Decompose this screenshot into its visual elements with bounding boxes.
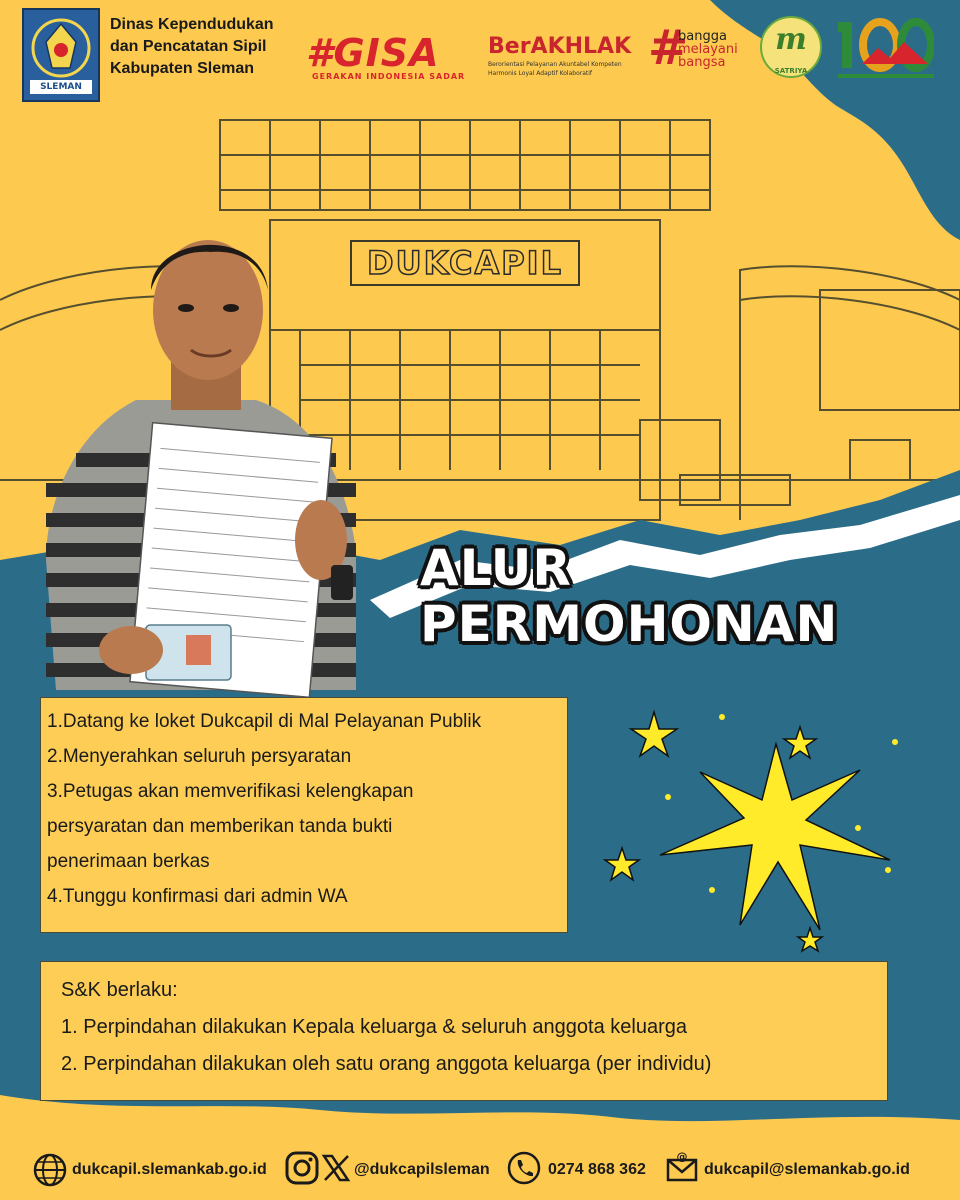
svg-text:@: @ <box>676 1150 688 1163</box>
x-icon <box>320 1152 352 1184</box>
step-line: 4.Tunggu konfirmasi dari admin WA <box>47 886 348 907</box>
sleman-emblem-logo <box>22 8 100 102</box>
phone-icon <box>506 1150 542 1186</box>
terms-heading: S&K berlaku: <box>61 979 178 1001</box>
berakhlak-line1: Berorientasi Pelayanan Akuntabel Kompeten <box>488 61 622 68</box>
step-line: 3.Petugas akan memverifikasi kelengkapan <box>47 781 414 802</box>
emblem-label: SLEMAN <box>30 80 92 94</box>
emblem-icon <box>24 12 98 82</box>
terms-item: 2. Perpindahan dilakukan oleh satu orang anggota keluarga (per individu) <box>61 1053 712 1075</box>
gisa-logo <box>306 31 476 81</box>
building-sign-text: DUKCAPIL <box>367 244 563 282</box>
satriya-logo <box>760 16 822 78</box>
bangga-line2: melayani <box>678 42 738 57</box>
step-line: 2.Menyerahkan seluruh persyaratan <box>47 746 352 767</box>
email-address: dukcapil@slemankab.go.id <box>704 1161 910 1178</box>
step-line: penerimaan berkas <box>47 851 210 872</box>
steps-box <box>40 697 568 933</box>
person-illustration <box>36 220 376 700</box>
organization-name <box>110 14 300 80</box>
terms-item: 1. Perpindahan dilakukan Kepala keluarga & seluruh anggota keluarga <box>61 1016 688 1038</box>
org-name-line1: Dinas Kependudukan <box>110 16 274 33</box>
satriya-label: SATRIYA <box>774 67 808 75</box>
satriya-emblem-icon: m <box>775 22 807 57</box>
title-line2: PERMOHONAN <box>420 595 839 653</box>
phone-number: 0274 868 362 <box>548 1161 646 1178</box>
instagram-icon <box>284 1150 320 1186</box>
step-line: 1.Datang ke loket Dukcapil di Mal Pelayanan Publik <box>47 711 482 732</box>
berakhlak-title: BerAKHLAK <box>488 34 632 59</box>
email-icon <box>664 1150 700 1186</box>
anniversary-logo <box>838 14 934 94</box>
hash-icon: # <box>648 20 689 76</box>
bangga-melayani-logo <box>648 20 758 76</box>
page-title <box>420 540 838 652</box>
berakhlak-line2: Harmonis Loyal Adaptif Kolaboratif <box>488 70 593 77</box>
building-sign <box>350 240 580 286</box>
globe-icon <box>32 1152 68 1188</box>
gisa-title: #GISA <box>306 31 440 75</box>
website-text: dukcapil.slemankab.go.id <box>72 1161 267 1178</box>
terms-box <box>40 961 888 1101</box>
anniversary-emblem-icon <box>838 14 934 84</box>
bangga-line1: bangga <box>678 29 727 44</box>
org-name-line3: Kabupaten Sleman <box>110 60 255 77</box>
social-handle: @dukcapilsleman <box>354 1161 490 1178</box>
step-line: persyaratan dan memberikan tanda bukti <box>47 816 393 837</box>
bangga-line3: bangsa <box>678 55 726 70</box>
gisa-subtitle: GERAKAN INDONESIA SADAR <box>312 72 466 81</box>
org-name-line2: dan Pencatatan Sipil <box>110 38 267 55</box>
berakhlak-logo <box>488 34 648 78</box>
instagram-link[interactable] <box>284 1150 320 1186</box>
title-line1: ALUR <box>420 539 572 597</box>
